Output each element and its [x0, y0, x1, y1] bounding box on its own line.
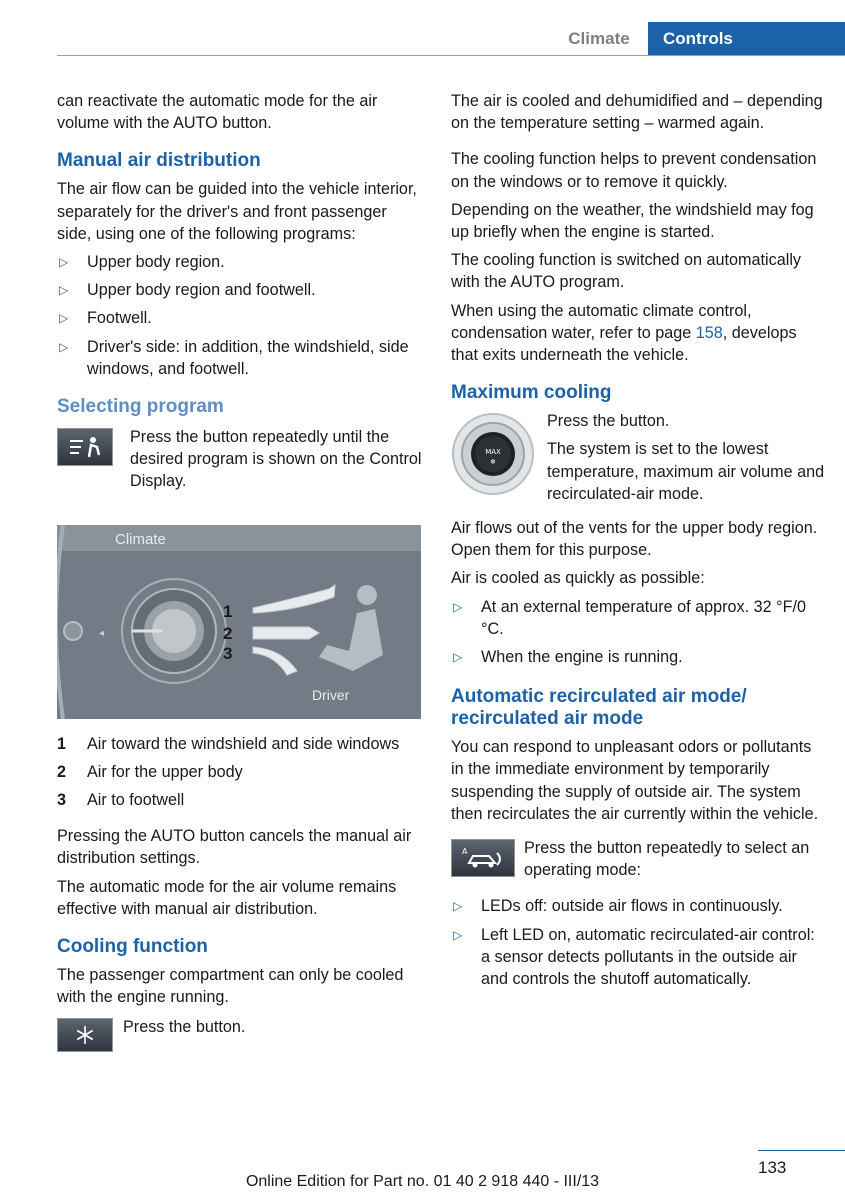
list-item: ▷ LEDs off: outside air flows in continuously.: [451, 895, 826, 917]
list-item: 3 Air to footwell: [57, 791, 185, 810]
edition-footer: Online Edition for Part no. 01 40 2 918 440 - III/13: [245, 1173, 600, 1190]
list-item: ▷ Upper body region.: [57, 251, 422, 273]
bullet-triangle-icon: ▷: [59, 339, 69, 354]
left-column: [57, 90, 422, 1064]
recirculation-mode-label: A: [462, 847, 468, 857]
manual-program-list: [57, 251, 422, 380]
selecting-program-heading: Selecting program: [57, 396, 224, 418]
list-item: 1 Air toward the windshield and side windows: [57, 734, 400, 753]
snowflake-icon: [57, 1018, 113, 1052]
manual-distribution-heading: Manual air distribution: [57, 150, 261, 172]
cooling-function-text: The passenger compartment can only be cooled with the engine running.: [57, 966, 404, 1007]
auto-cancel-text: Pressing the AUTO button cancels the manual air distribution settings.: [57, 827, 412, 868]
max-cooling-list: [451, 596, 826, 669]
list-item: ▷ Driver's side: in addition, the windshield, side windows, and footwell.: [59, 337, 409, 378]
screen-label-3: 3: [223, 643, 233, 663]
intro-text: can reactivate the automatic mode for the air volume with the AUTO button.: [57, 92, 378, 133]
recirculation-press-text: Press the button repeatedly to select an operating mode:: [524, 839, 810, 880]
screen-driver-label: Driver: [312, 686, 350, 703]
recirculation-car-icon: [451, 839, 515, 877]
right-column: [451, 90, 826, 996]
prevent-text: The cooling function helps to prevent condensation on the windows or to remove it quickly.: [451, 150, 817, 191]
weather-text: Depending on the weather, the windshield may fog up briefly when the engine is started.: [451, 200, 814, 242]
header-rule: [57, 55, 845, 56]
screen-label-2: 2: [223, 623, 233, 643]
screen-title: Climate: [115, 530, 166, 548]
list-item: ▷ When the engine is running.: [451, 646, 826, 668]
bullet-triangle-icon: ▷: [453, 899, 463, 914]
cooled-quick-text: Air is cooled as quickly as possible:: [451, 569, 705, 588]
condensation-text: When using the automatic climate control, condensation water, refer to page 158, develops that exits underneath the vehicle.: [451, 301, 797, 365]
air-distribution-button-icon: [57, 428, 113, 466]
section-tab: Climate: [568, 29, 630, 48]
maximum-cooling-heading: Maximum cooling: [451, 382, 612, 404]
bullet-triangle-icon: ▷: [453, 599, 463, 614]
legend-list: [57, 733, 422, 812]
bullet-triangle-icon: ▷: [59, 283, 69, 298]
bullet-triangle-icon: ▷: [453, 927, 463, 942]
page-number: 133: [758, 1158, 787, 1177]
vents-text: Air flows out of the vents for the upper body region. Open them for this purpose.: [451, 519, 818, 560]
recirculation-mode-list: [451, 895, 826, 990]
bullet-triangle-icon: ▷: [59, 255, 69, 270]
max-label: MAX: [485, 448, 501, 457]
bullet-triangle-icon: ▷: [453, 650, 463, 665]
screen-label-1: 1: [223, 601, 233, 621]
footer-rule: [758, 1150, 845, 1151]
list-item: ▷ Left LED on, automatic recirculated-air control: a sensor detects pollutants in the outside air and controls the shutoff automatically.: [453, 925, 815, 989]
max-press-text: Press the button.: [547, 412, 670, 431]
selecting-program-text: Press the button repeatedly until the desired program is shown on the Control Display.: [130, 428, 422, 491]
selecting-program-row: [57, 426, 422, 493]
max-cooling-dial-icon: [451, 412, 535, 496]
manual-distribution-text: The air flow can be guided into the vehicle interior, separately for the driver's and front passenger side, using one of the following programs:: [57, 180, 417, 243]
control-display-image: [57, 525, 421, 719]
svg-text:◂: ◂: [99, 627, 105, 639]
page-reference-link[interactable]: 158: [695, 323, 723, 342]
svg-text:❄: ❄: [490, 458, 496, 467]
chapter-tab: Controls: [648, 22, 845, 55]
auto-effective-text: The automatic mode for the air volume remains effective with manual air distribution.: [57, 877, 397, 918]
cooling-press-text: Press the button.: [123, 1018, 246, 1037]
maximum-cooling-row: [451, 410, 826, 505]
cooling-button-row: [57, 1016, 422, 1052]
list-item: ▷ Footwell.: [57, 307, 422, 329]
bullet-triangle-icon: ▷: [59, 311, 69, 326]
recirculated-air-text: You can respond to unpleasant odors or pollutants in the immediate environment by temporarily suspending the supply of outside air. The system then recirculates the air currently within the vehicle.: [451, 738, 819, 823]
auto-switch-text: The cooling function is switched on automatically with the AUTO program.: [451, 251, 802, 292]
cooled-text: The air is cooled and dehumidified and – depending on the temperature setting – warmed again.: [451, 92, 823, 133]
maximum-cooling-description: [547, 410, 826, 505]
cooling-function-heading: Cooling function: [57, 936, 208, 958]
max-desc-text: The system is set to the lowest temperature, maximum air volume and recirculated-air mode.: [547, 440, 825, 503]
recirculated-air-heading: Automatic recirculated air mode/ recirculated air mode: [451, 686, 747, 730]
list-item: 2 Air for the upper body: [57, 762, 243, 781]
list-item: ▷ Upper body region and footwell.: [57, 279, 422, 301]
recirculation-button-row: [451, 837, 826, 881]
list-item: ▷ At an external temperature of approx. 32 °F/0 °C.: [453, 597, 807, 638]
